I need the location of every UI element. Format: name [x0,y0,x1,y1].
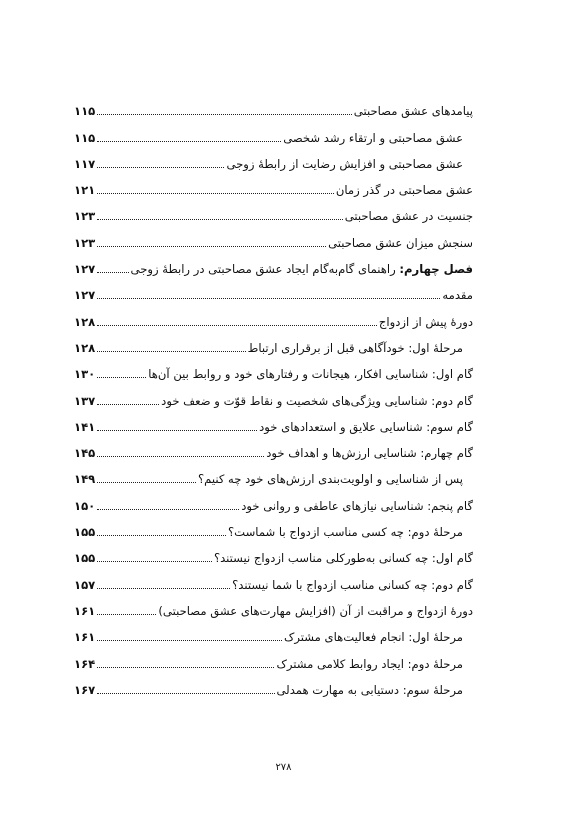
toc-entry-title [354,104,473,118]
toc-entry-text: گام اول: شناسایی افکار، هیجانات و رفتارهای خود و روابط بین آن‌ها [148,367,473,382]
toc-entry-title [161,394,473,408]
toc-entry-page: ۱۵۰ [74,498,96,513]
dot-leader [97,141,281,142]
toc-entry-text: گام سوم: شناسایی علایق و استعدادهای خود [259,419,473,434]
toc-entry [74,250,473,276]
toc-entry-title [266,446,473,460]
toc-entry-page: ۱۶۱ [74,630,96,645]
toc-entry-text: راهنمای گام‌به‌گام ایجاد عشق مصاحبتی در رابطهٔ زوجی [130,262,400,277]
toc-entry-page: ۱۱۵ [74,104,96,119]
toc-entry-title [284,630,463,644]
toc-entry-title [232,578,473,592]
toc-entry [74,539,473,565]
toc-entry-title [277,683,463,697]
toc-entry-text: گام اول: چه کسانی به‌طورکلی مناسب ازدواج نیستند؟ [213,551,473,566]
toc-entry-text: گام چهارم: شناسایی ارزش‌ها و اهداف خود [266,446,473,461]
toc-entry-page: ۱۲۸ [74,314,96,329]
toc-entry-page: ۱۵۷ [74,577,96,592]
toc-entry-page: ۱۳۷ [74,393,96,408]
toc-entry [74,223,473,249]
dot-leader [97,325,377,326]
dot-leader [97,640,282,641]
toc-entry [74,381,473,407]
dot-leader [97,614,156,615]
toc-entry-page: ۱۲۳ [74,235,96,250]
toc-entry-page: ۱۵۵ [74,525,96,540]
toc-entry-title [226,157,463,171]
toc-entry-title [148,367,473,381]
toc-entry [74,644,473,670]
dot-leader [97,219,343,220]
toc-entry-text: عشق مصاحبتی و ارتقاء رشد شخصی [283,130,463,145]
toc-entry-page: ۱۲۱ [74,183,96,198]
toc-entry [74,486,473,512]
toc-entry-page: ۱۱۷ [74,156,96,171]
toc-entry-page: ۱۱۵ [74,130,96,145]
toc-entry-page: ۱۲۸ [74,340,96,355]
toc-entry-page: ۱۶۷ [74,682,96,697]
toc-entry [74,565,473,591]
toc-entry-text: سنجش میزان عشق مصاحبتی [328,235,473,250]
dot-leader [97,298,440,299]
toc-entry-page: ۱۴۵ [74,446,96,461]
toc-entry [74,355,473,381]
dot-leader [97,404,159,405]
toc-entry-page: ۱۴۱ [74,419,96,434]
toc-entry-page: ۱۵۵ [74,551,96,566]
toc-entry-text: پیامدهای عشق مصاحبتی [353,104,473,119]
table-of-contents [74,92,473,697]
toc-entry [74,329,473,355]
dot-leader [97,167,224,168]
toc-entry [74,145,473,171]
toc-entry-text: مقدمه [442,288,473,303]
toc-entry [74,434,473,460]
toc-entry-title [442,288,473,302]
toc-entry-title [328,236,473,250]
toc-entry-page: ۱۳۰ [74,367,96,382]
toc-entry [74,302,473,328]
toc-entry [74,618,473,644]
chapter-label: فصل چهارم: [399,262,473,277]
toc-entry-text: دورهٔ ازدواج و مراقبت از آن (افزایش مهارت‌های عشق مصاحبتی) [158,603,473,618]
toc-entry-text: مرحلهٔ دوم: چه کسی مناسب ازدواج با شماست؟ [228,525,463,540]
toc-entry-title [158,604,473,618]
toc-entry-title [345,209,473,223]
dot-leader [97,114,352,115]
toc-entry-text: گام دوم: چه کسانی مناسب ازدواج با شما نیستند؟ [232,577,473,592]
dot-leader [97,667,274,668]
toc-entry [74,276,473,302]
dot-leader [97,272,128,273]
toc-entry-text: مرحلهٔ اول: انجام فعالیت‌های مشترک [284,630,463,645]
toc-entry-title [198,472,463,486]
dot-leader [97,482,196,483]
toc-entry-page: ۱۶۱ [74,603,96,618]
dot-leader [97,351,245,352]
toc-entry [74,592,473,618]
toc-entry [74,671,473,697]
toc-entry [74,92,473,118]
toc-entry-title [241,499,473,513]
toc-entry-title [276,657,463,671]
toc-entry-text: مرحلهٔ اول: خودآگاهی قبل از برقراری ارتباط [247,340,463,355]
toc-entry-title [259,420,473,434]
dot-leader [97,193,334,194]
toc-entry-text: مرحلهٔ دوم: ایجاد روابط کلامی مشترک [276,656,463,671]
toc-entry-text: گام دوم: شناسایی ویژگی‌های شخصیت و نقاط قوّت و ضعف خود [161,393,473,408]
dot-leader [97,430,257,431]
toc-entry-text: پس از شناسایی و اولویت‌بندی ارزش‌های خود چه کنیم؟ [197,472,463,487]
toc-entry-text: عشق مصاحبتی و افزایش رضایت از رابطهٔ زوجی [226,156,463,171]
toc-entry-page: ۱۲۷ [74,288,96,303]
toc-entry-page: ۱۶۴ [74,656,96,671]
toc-entry-title [379,315,473,329]
toc-entry-title [336,183,473,197]
dot-leader [97,588,230,589]
toc-entry-page: ۱۴۹ [74,472,96,487]
toc-entry-title [228,525,463,539]
dot-leader [97,693,274,694]
toc-entry [74,408,473,434]
dot-leader [97,377,146,378]
toc-entry-page: ۱۲۷ [74,262,96,277]
toc-entry [74,197,473,223]
toc-entry-title [283,131,463,145]
toc-entry-text: گام پنجم: شناسایی نیازهای عاطفی و روانی خود [241,498,473,513]
toc-entry [74,118,473,144]
dot-leader [97,246,326,247]
toc-entry-title [131,262,473,276]
dot-leader [97,509,239,510]
toc-entry-text: دورهٔ پیش از ازدواج [378,314,473,329]
dot-leader [97,456,264,457]
toc-entry-text: عشق مصاحبتی در گذر زمان [335,183,473,198]
dot-leader [97,561,212,562]
toc-entry-text: جنسیت در عشق مصاحبتی [344,209,473,224]
toc-entry [74,460,473,486]
toc-entry-title [248,341,463,355]
page-number: ۲۷۸ [275,762,292,773]
dot-leader [97,535,226,536]
toc-entry [74,171,473,197]
toc-entry-page: ۱۲۳ [74,209,96,224]
toc-entry-title [214,551,473,565]
toc-entry [74,513,473,539]
toc-entry-text: مرحلهٔ سوم: دستیابی به مهارت همدلی [276,682,463,697]
